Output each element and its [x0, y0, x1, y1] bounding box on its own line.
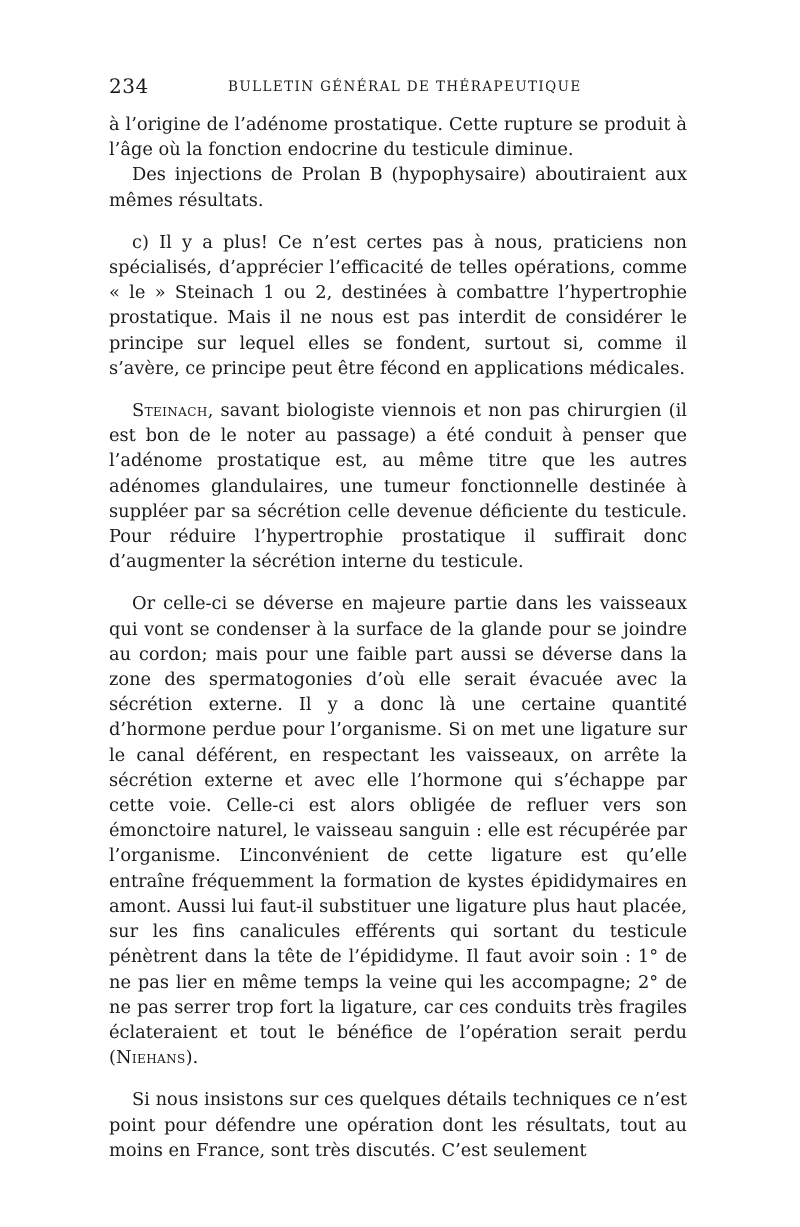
paragraph-point-c	[109, 230, 687, 381]
paragraph-text: Des injections de Prolan B (hypophysaire) aboutiraient aux mêmes résultats.	[109, 164, 687, 211]
paragraph-continuation	[109, 112, 687, 162]
paragraph-text: Or celle-ci se déverse en majeure partie dans les vaisseaux qui vont se condenser à la surface de la glande pour se joindre au cordon; mais pour une faible part aussi se déverse dans la zone des spermatogonies d’où elle serait évacuée avec la sécrétion externe. Il y a donc là une certaine quantité d’hormone perdue pour l’organisme. Si on met une ligature sur le canal déférent, en respectant les vaisseaux, on arrête la sécrétion externe et avec elle l’hormone qui s’échappe par cette voie. Celle-ci est alors obligée de refluer vers son émonctoire naturel, le vaisseau sanguin : elle est récupérée par l’organisme. L’inconvénient de cette ligature est qu’elle entraîne fréquemment la formation de kystes épididymaires en amont. Aussi lui faut-il substituer une ligature plus haut placée, sur les fins canalicules efférents qui sortant du testicule pénètrent dans la tête de l’épididyme. Il faut avoir soin : 1° de ne pas lier en même temps la veine qui les accompagne; 2° de ne pas serrer trop fort la ligature, car ces conduits très fragiles éclateraient et tout le bénéfice de l’opération serait perdu (	[109, 593, 687, 1069]
paragraph-text: à l’origine de l’adénome prostatique. Cette rupture se produit à l’âge où la fonction endocrine du testicule diminue.	[109, 114, 687, 161]
paragraph-steinach	[109, 398, 687, 574]
paragraph-ligature	[109, 591, 687, 1070]
author-name-niehans: Niehans	[115, 1047, 186, 1069]
author-name-steinach: Steinach	[132, 400, 208, 422]
paragraph-tail: ).	[185, 1047, 199, 1069]
paragraph-text: Si nous insistons sur ces quelques détails techniques ce n’est point pour défendre une opération dont les résultats, tout au moins en France, sont très discutés. C’est seulement	[109, 1089, 687, 1161]
paragraph-conclusion	[109, 1087, 687, 1163]
running-title: BULLETIN GÉNÉRAL DE THÉRAPEUTIQUE	[228, 79, 582, 95]
page-number: 234	[109, 74, 149, 98]
paragraph-text: c) Il y a plus! Ce n’est certes pas à nous, praticiens non spécialisés, d’apprécier l’efficacité de telles opérations, comme « le » Steinach 1 ou 2, destinées à combattre l’hypertrophie prostatique. Mais il ne nous est pas interdit de considérer le principe sur lequel elles se fondent, surtout si, comme il s’avère, ce principe peut être fécond en applications médicales.	[109, 231, 687, 379]
paragraph-text: , savant biologiste viennois et non pas chirurgien (il est bon de le noter au passage) a été conduit à penser que l’adénome prostatique est, au même titre que les autres adénomes glandulaires, une tumeur fonctionnelle destinée à suppléer par sa sécrétion celle devenue déficiente du testicule. Pour réduire l’hypertrophie prostatique il suffirait donc d’augmenter la sécrétion interne du testicule.	[109, 400, 687, 573]
paragraph-prolan	[109, 162, 687, 212]
document-page	[109, 74, 687, 1163]
page-header	[109, 74, 687, 104]
